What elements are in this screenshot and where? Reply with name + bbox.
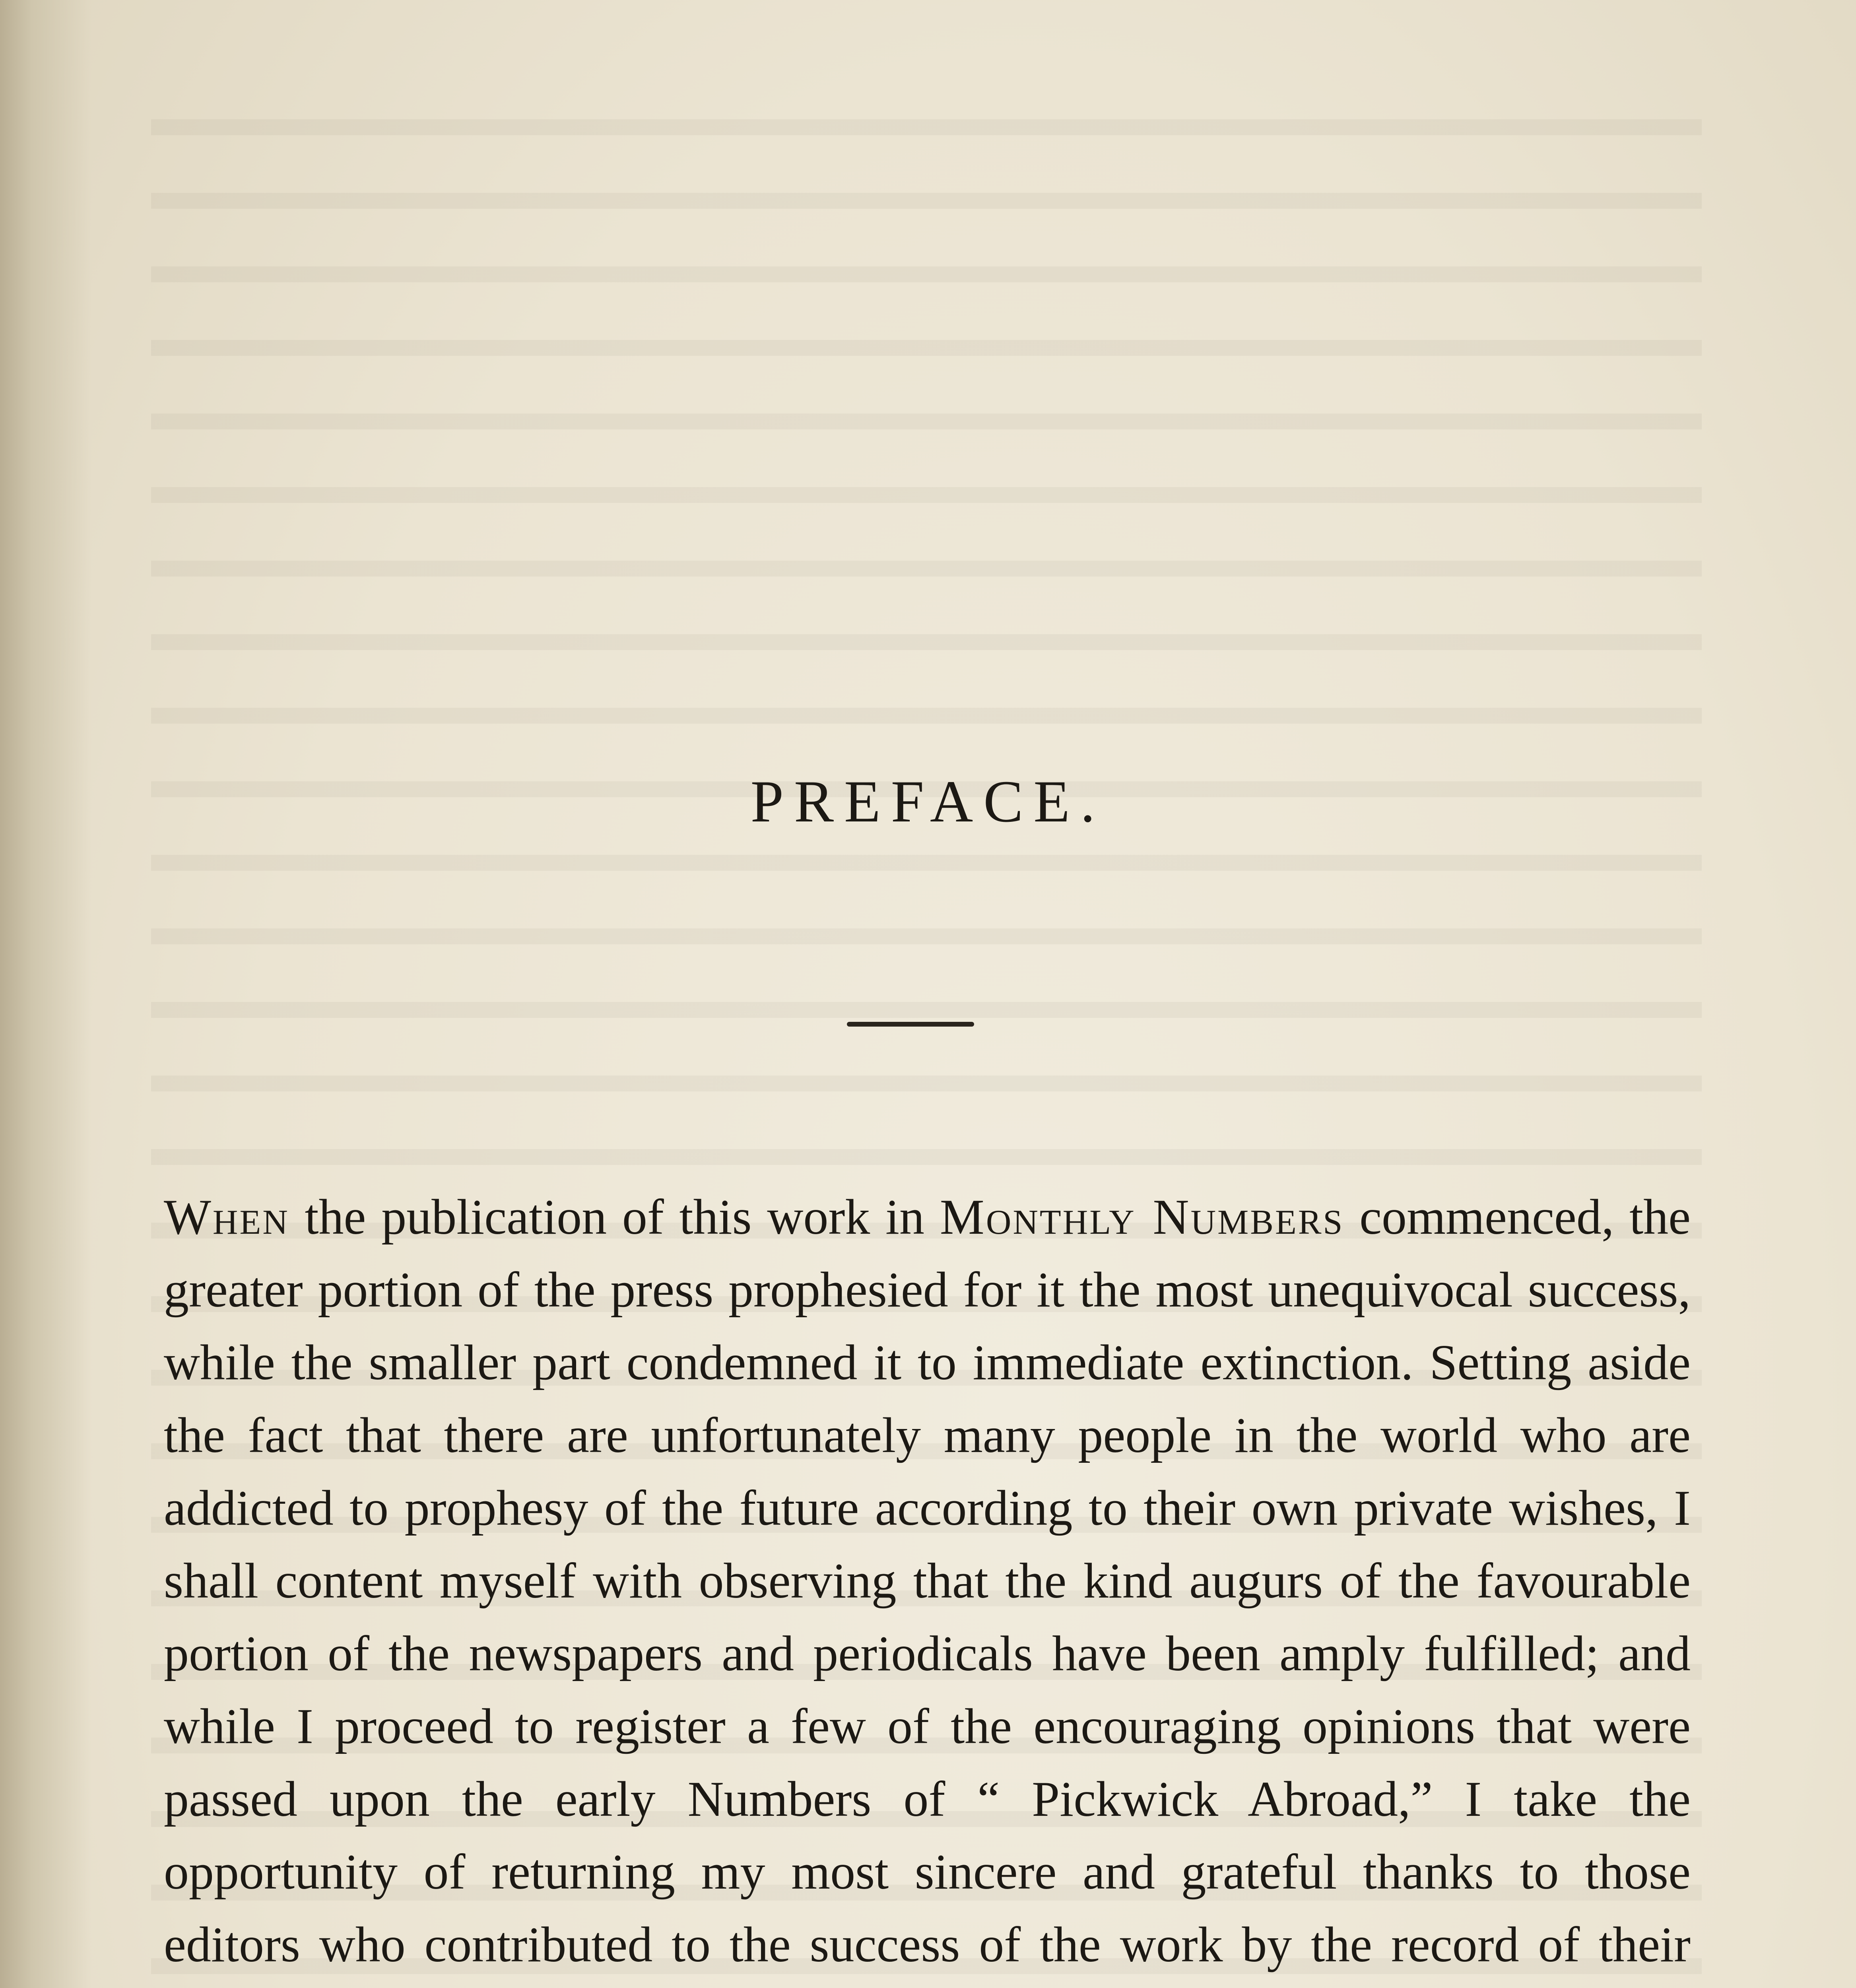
- body-text-part2: commenced, the greater portion of the press prophesied for it the most unequivocal success, while the smaller part condemned it to immediate extinction. Setting aside the fact that there are unfortunately many people in the world who are addicted to prophesy of the future according to their own private wishes, I shall content myself with observing that the kind augurs of the favourable portion of the newspapers and periodicals have been amply fulfilled; and while I proceed to register a few of the encouraging opinions that were passed upon the early Numbers of “ Pickwick Abroad,” I take the opportunity of returning my most sincere and grateful thanks to those editors who contributed to the success of the work by the record of their: [164, 1190, 1691, 1972]
- preface-body: [164, 1181, 1691, 1988]
- gutter-shadow: [0, 0, 91, 1988]
- monthly-numbers-smallcaps: Monthly Numbers: [940, 1190, 1344, 1245]
- title-rule: [847, 1022, 974, 1027]
- page-title: PREFACE.: [750, 769, 1106, 835]
- opening-smallcaps: When: [164, 1190, 289, 1245]
- body-text-part1: the publication of this work in: [289, 1190, 940, 1245]
